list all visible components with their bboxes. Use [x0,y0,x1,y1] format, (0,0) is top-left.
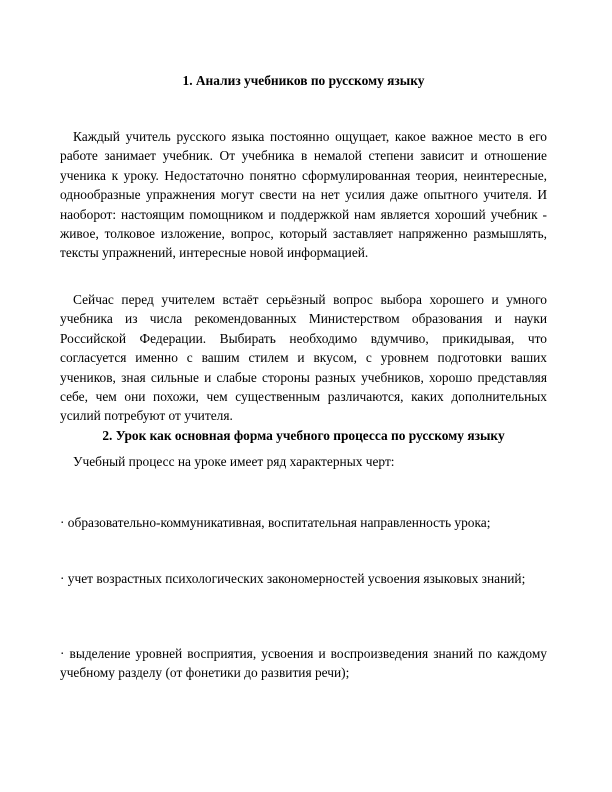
paragraph-1: Каждый учитель русского языка постоянно ощущает, какое важное место в его работе занимает учебник. От учебника в немалой степени зависит и отношение ученика к уроку. Недостаточно понятно сформулированная теория, неинтересные, однообразные упражнения могут свести на нет усилия даже опытного учителя. И наоборот: настоящим помощником и поддержкой нам является хороший учебник - живое, толковое изложение, вопрос, который заставляет напряженно размышлять, тексты упражнений, интересные новой информацией. [60,129,547,261]
list-item: · учет возрастных психологических закономерностей усвоения языковых знаний; [60,571,526,586]
paragraph-3: Учебный процесс на уроке имеет ряд характерных черт: [73,454,395,469]
document-page [60,0,547,792]
list-item: · выделение уровней восприятия, усвоения и воспроизведения знаний по каждому учебному разделу (от фонетики до развития речи); [60,646,547,681]
list-item: · образовательно-коммуникативная, воспитательная направленность урока; [60,515,491,530]
section-heading-2: 2. Урок как основная форма учебного процесса по русскому языку [102,428,505,443]
paragraph-2: Сейчас перед учителем встаёт серьёзный вопрос выбора хорошего и умного учебника из числа рекомендованных Министерством образования и науки Российской Федерации. Выбирать необходимо вдумчиво, прикидывая, что согласуется именно с вашим стилем и вкусом, с уровнем подготовки ваших учеников, зная сильные и слабые стороны разных учебников, хорошо представляя себе, чем они похожи, чем существенным различаются, каких дополнительных усилий потребуют от учителя. [60,292,547,424]
section-heading-1: 1. Анализ учебников по русскому языку [182,73,425,88]
